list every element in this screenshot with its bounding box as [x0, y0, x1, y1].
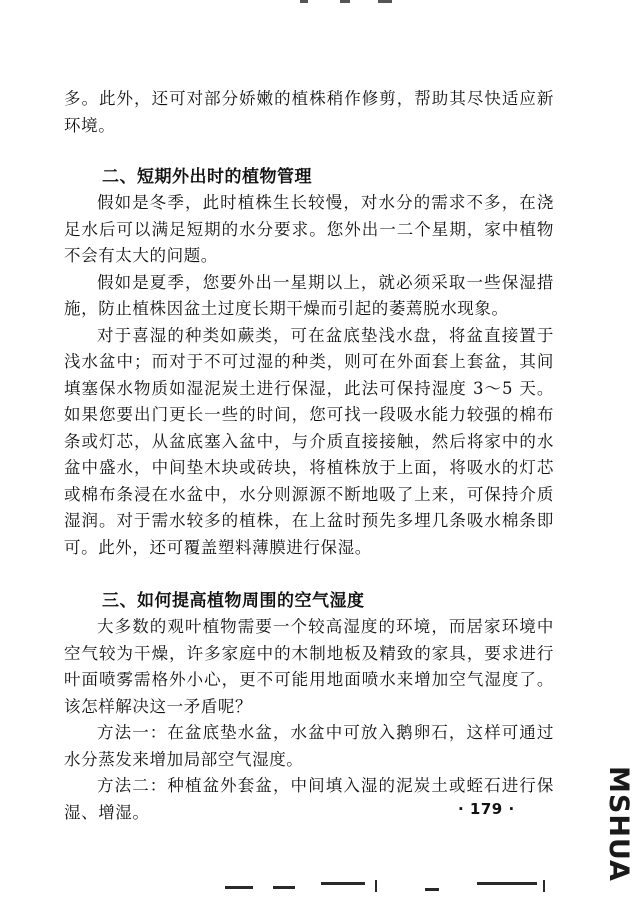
paragraph-humidity-methods: 对于喜湿的种类如蕨类，可在盆底垫浅水盘，将盆直接置于浅水盆中；而对于不可过湿的种类，则可在外面套上套盆，其间填塞保水物质如湿泥炭土进行保湿，此法可保持湿度 3～5 天。如果您要出门更长一些的时间，您可找一段吸水能力较强的棉布条或灯芯，从盆底塞入盆中，与介质直接接触，然后将家中的水盆中盛水，中间垫木块或砖块，将植株放于上面，将吸水的灯芯或棉布条浸在水盆中，水分则源源不断地吸了上来，可保持介质湿润。对于需水较多的植株，在上盆时预先多埋几条吸水棉条即可。此外，还可覆盖塑料薄膜进行保湿。 — [64, 325, 554, 557]
watermark-text: MSHUA — [603, 766, 634, 882]
page-number: · 179 · — [458, 800, 515, 818]
paragraph-method-one: 方法一：在盆底垫水盆，水盆中可放入鹅卵石，这样可通过水分蒸发来增加局部空气湿度。 — [64, 723, 554, 769]
paragraph-summer: 假如是夏季，您要外出一星期以上，就必须采取一些保湿措施，防止植株因盆土过度长期干燥而引起的萎蔫脱水现象。 — [64, 272, 554, 318]
paragraph-method-two: 方法二：种植盆外套盆，中间填入湿的泥炭土或蛭石进行保湿、增湿。 — [64, 776, 554, 822]
page-content — [64, 86, 554, 826]
paragraph-winter: 假如是冬季，此时植株生长较慢，对水分的需求不多，在浇足水后可以满足短期的水分要求。您外出一二个星期，家中植物不会有太大的问题。 — [64, 193, 554, 265]
section-heading-air-humidity: 三、如何提高植物周围的空气湿度 — [102, 591, 365, 611]
scan-artifact-top — [300, 0, 410, 6]
section-heading-short-trip: 二、短期外出时的植物管理 — [102, 167, 312, 187]
scan-artifact-bottom — [225, 878, 595, 898]
paragraph-continuation: 多。此外，还可对部分娇嫩的植株稍作修剪，帮助其尽快适应新环境。 — [64, 89, 554, 135]
paragraph-foliage-plants: 大多数的观叶植物需要一个较高湿度的环境，而居家环境中空气较为干燥，许多家庭中的木制地板及精致的家具，要求进行叶面喷雾需格外小心，更不可能用地面喷水来增加空气湿度了。该怎样解决这一矛盾呢？ — [64, 617, 554, 716]
